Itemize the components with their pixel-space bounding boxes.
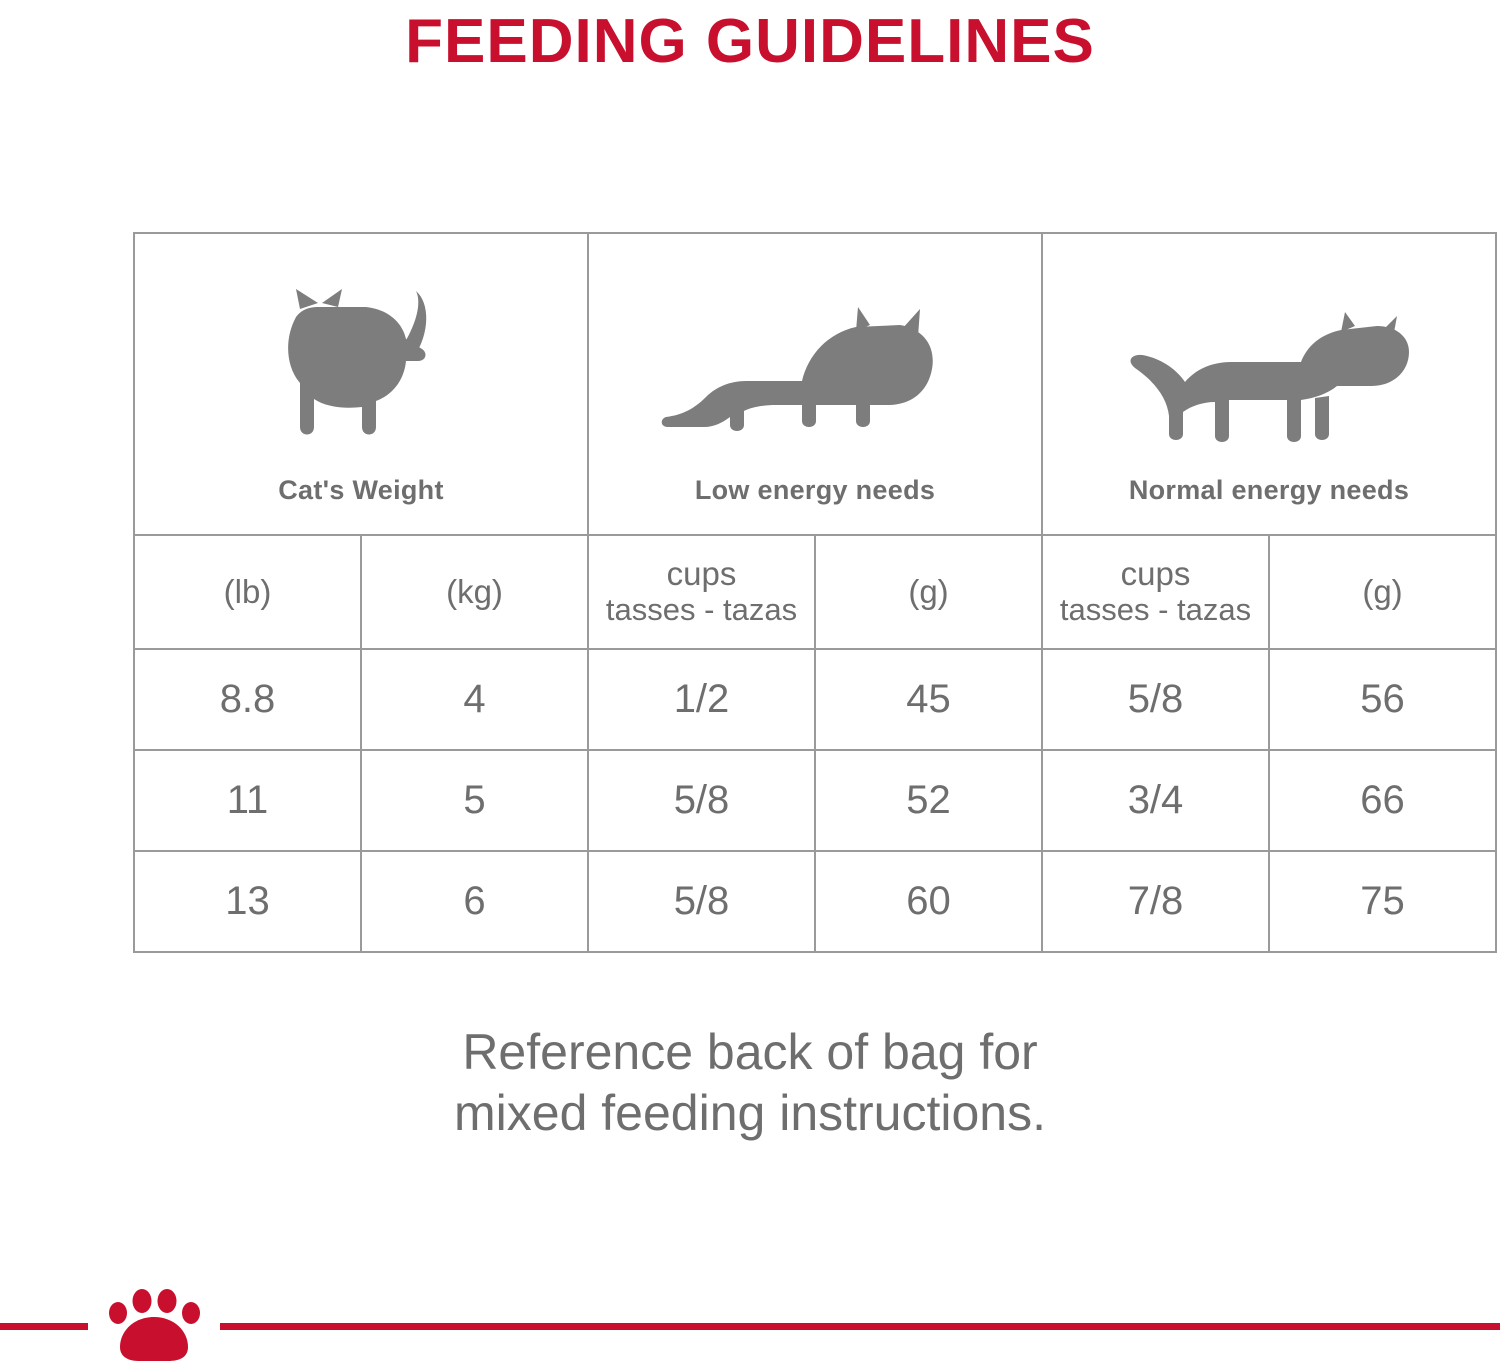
unit-header-kg <box>361 535 588 649</box>
cell-normal-grams: 56 <box>1269 649 1496 750</box>
cell-low-cups: 5/8 <box>588 750 815 851</box>
footer-note <box>0 1022 1500 1144</box>
unit-header-normal-cups <box>1042 535 1269 649</box>
cat-standing-kitten-icon <box>266 287 456 457</box>
table-row <box>134 851 1496 952</box>
footer-note-line1: Reference back of bag for <box>462 1024 1038 1080</box>
cell-normal-cups: 5/8 <box>1042 649 1269 750</box>
unit-sub: tasses - tazas <box>605 592 798 628</box>
cell-weight-kg: 4 <box>361 649 588 750</box>
group-header-label: Normal energy needs <box>1128 475 1410 505</box>
group-header-cat-weight <box>134 233 588 535</box>
unit-main: (g) <box>908 572 949 610</box>
unit-header-lb <box>134 535 361 649</box>
cell-weight-lb: 8.8 <box>134 649 361 750</box>
table-row <box>134 649 1496 750</box>
cat-lying-down-icon <box>660 307 970 457</box>
cell-weight-kg: 5 <box>361 750 588 851</box>
cell-normal-cups: 7/8 <box>1042 851 1269 952</box>
paw-print-logo <box>88 1287 220 1361</box>
group-header-low-energy <box>588 233 1042 535</box>
group-header-label: Cat's Weight <box>278 475 444 505</box>
cell-low-grams: 60 <box>815 851 1042 952</box>
cat-walking-icon <box>1119 312 1419 457</box>
cell-low-cups: 5/8 <box>588 851 815 952</box>
table-unit-header-row <box>134 535 1496 649</box>
unit-header-low-grams <box>815 535 1042 649</box>
cell-weight-kg: 6 <box>361 851 588 952</box>
cell-low-grams: 45 <box>815 649 1042 750</box>
cell-weight-lb: 13 <box>134 851 361 952</box>
cell-low-grams: 52 <box>815 750 1042 851</box>
unit-main: (lb) <box>223 572 272 610</box>
cell-weight-lb: 11 <box>134 750 361 851</box>
group-header-label: Low energy needs <box>694 475 936 505</box>
unit-main: (g) <box>1362 572 1403 610</box>
page-title: FEEDING GUIDELINES <box>405 7 1095 76</box>
cell-low-cups: 1/2 <box>588 649 815 750</box>
table-row <box>134 750 1496 851</box>
cell-normal-cups: 3/4 <box>1042 750 1269 851</box>
unit-header-normal-grams <box>1269 535 1496 649</box>
table-group-header-row <box>134 233 1496 535</box>
unit-main: cups <box>666 555 737 593</box>
unit-sub: tasses - tazas <box>1059 592 1252 628</box>
unit-main: (kg) <box>446 572 503 610</box>
brand-divider-line <box>0 1323 1500 1330</box>
unit-main: cups <box>1120 555 1191 593</box>
cell-normal-grams: 66 <box>1269 750 1496 851</box>
footer-note-line2: mixed feeding instructions. <box>454 1085 1046 1141</box>
unit-header-low-cups <box>588 535 815 649</box>
brand-bar <box>0 1287 1500 1361</box>
feeding-guidelines-table <box>133 232 1497 942</box>
group-header-normal-energy <box>1042 233 1496 535</box>
cell-normal-grams: 75 <box>1269 851 1496 952</box>
